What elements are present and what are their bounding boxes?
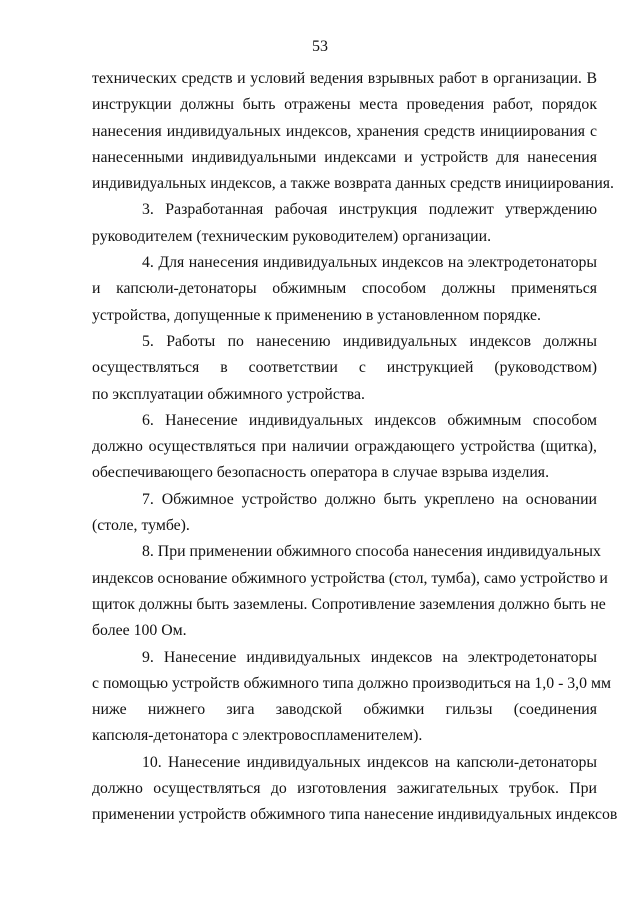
text-line: с помощью устройств обжимного типа должно производиться на 1,0 - 3,0 мм xyxy=(92,674,611,692)
text-line: должно осуществляться при наличии ограждающего устройства (щитка), xyxy=(92,438,597,456)
text-line: осуществляться в соответствии с инструкцией (руководством) xyxy=(92,359,597,377)
paragraph-9 xyxy=(92,645,611,750)
text-line: 9. Нанесение индивидуальных индексов на электродетонаторы xyxy=(142,648,597,666)
paragraph-6 xyxy=(92,408,597,487)
paragraph-4 xyxy=(92,250,597,329)
text-line: 5. Работы по нанесению индивидуальных индексов должны xyxy=(142,332,597,350)
paragraph-8 xyxy=(92,539,608,644)
text-line: по эксплуатации обжимного устройства. xyxy=(92,385,365,403)
text-line: технических средств и условий ведения взрывных работ в организации. В xyxy=(92,70,597,87)
text-line: 6. Нанесение индивидуальных индексов обжимным способом xyxy=(142,411,597,429)
text-line: обеспечивающего безопасность оператора в случае взрыва изделия. xyxy=(92,464,550,482)
paragraph-continued xyxy=(92,66,615,197)
text-line: нанесенными индивидуальными индексами и устройств для нанесения xyxy=(92,148,597,166)
text-line: (столе, тумбе). xyxy=(92,517,190,535)
text-line: применении устройств обжимного типа нанесение индивидуальных индексов xyxy=(92,806,618,824)
text-line: 4. Для нанесения индивидуальных индексов на электродетонаторы xyxy=(142,254,597,272)
text-line: 10. Нанесение индивидуальных индексов на капсюли-детонаторы xyxy=(142,753,597,771)
text-line: индексов основание обжимного устройства (стол, тумба), само устройство и xyxy=(92,569,608,587)
text-line: нанесения индивидуальных индексов, хранения средств инициирования с xyxy=(92,122,597,140)
text-line: более 100 Ом. xyxy=(92,622,187,640)
text-line: инструкции должны быть отражены места проведения работ, порядок xyxy=(92,96,597,114)
page-number: 53 xyxy=(312,38,328,55)
paragraph-10 xyxy=(92,750,618,829)
text-line: должно осуществляться до изготовления зажигательных трубок. При xyxy=(92,780,597,798)
text-line: устройства, допущенные к применению в установленном порядке. xyxy=(92,306,542,324)
text-line: 7. Обжимное устройство должно быть укреплено на основании xyxy=(142,490,597,508)
paragraph-3 xyxy=(92,197,597,250)
document-body xyxy=(92,66,618,829)
paragraph-5 xyxy=(92,329,597,408)
text-line: и капсюли-детонаторы обжимным способом должны применяться xyxy=(92,280,597,298)
text-line: 3. Разработанная рабочая инструкция подлежит утверждению xyxy=(142,201,597,219)
text-line: капсюля-детонатора с электровоспламенителем). xyxy=(92,727,423,745)
text-line: щиток должны быть заземлены. Сопротивление заземления должно быть не xyxy=(92,595,606,613)
text-line: ниже нижнего зига заводской обжимки гильзы (соединения xyxy=(92,701,597,719)
text-line: 8. При применении обжимного способа нанесения индивидуальных xyxy=(142,543,601,561)
text-line: руководителем (техническим руководителем) организации. xyxy=(92,227,492,245)
paragraph-7 xyxy=(92,487,597,540)
text-line: индивидуальных индексов, а также возврата данных средств инициирования. xyxy=(92,175,615,193)
